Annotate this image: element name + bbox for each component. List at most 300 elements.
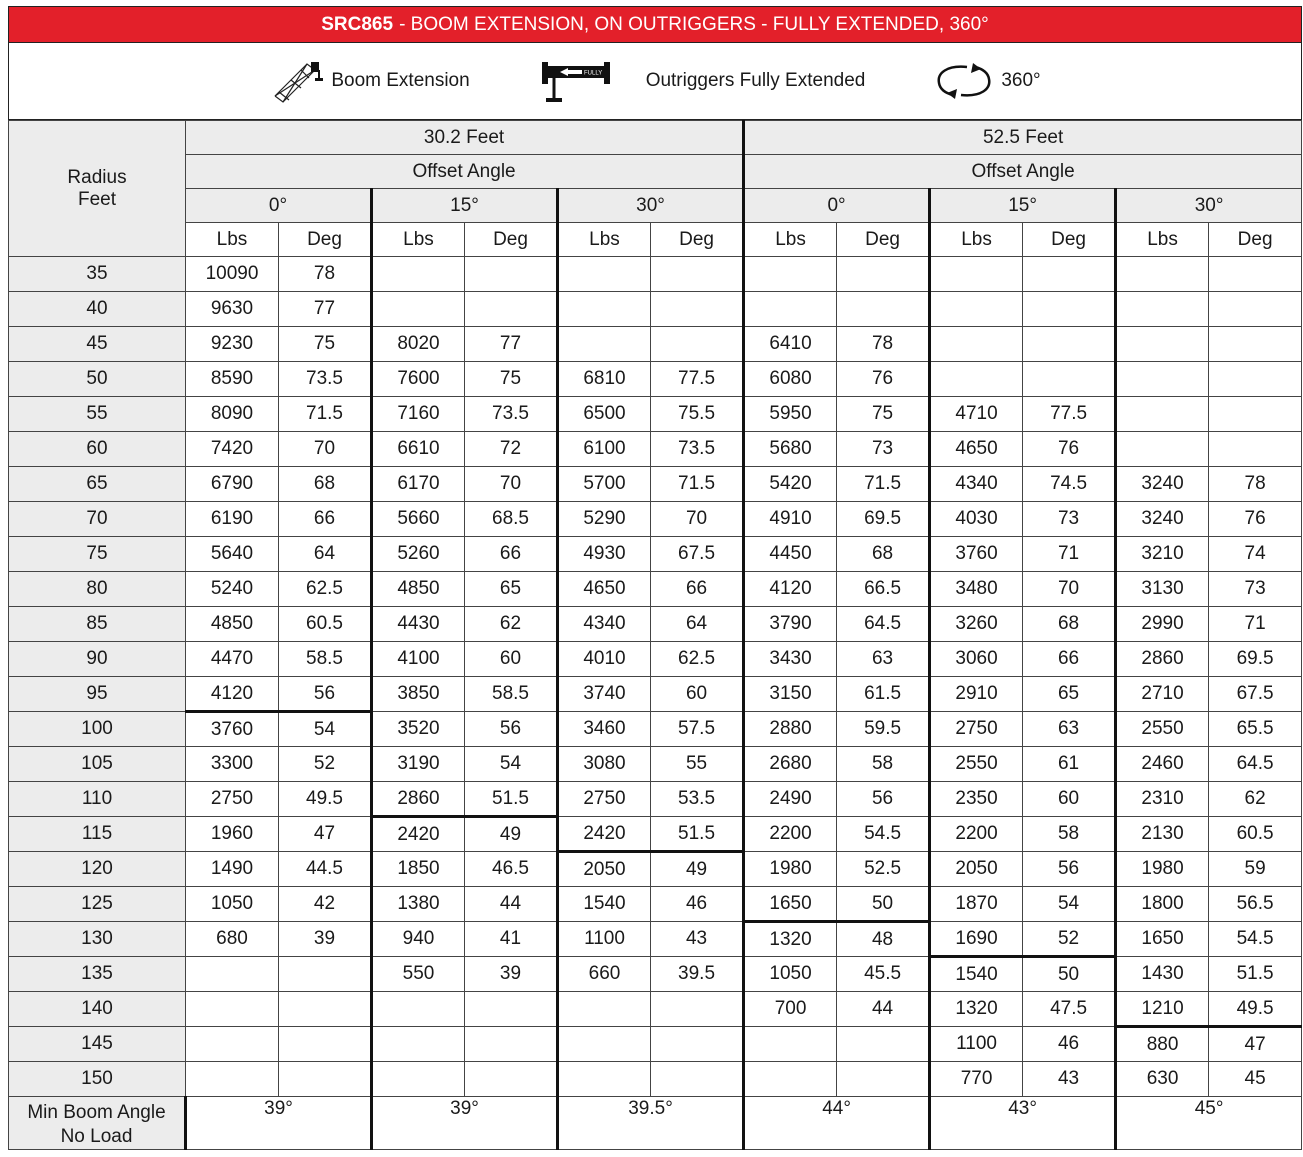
capacity-lbs-cell: 5640 [186, 537, 279, 572]
boom-angle-cell: 39 [279, 922, 372, 957]
radius-value: 130 [9, 922, 186, 957]
boom-angle-cell [1023, 257, 1116, 292]
capacity-lbs-cell: 7600 [372, 362, 465, 397]
capacity-lbs-cell: 4910 [744, 502, 837, 537]
boom-angle-cell: 66 [279, 502, 372, 537]
boom-angle-cell: 73.5 [465, 397, 558, 432]
capacity-lbs-cell: 1540 [930, 957, 1023, 992]
boom-angle-cell: 52 [1023, 922, 1116, 957]
capacity-lbs-cell: 3740 [558, 677, 651, 712]
radius-value: 145 [9, 1027, 186, 1062]
capacity-lbs-cell [1116, 292, 1209, 327]
boom-angle-cell: 76 [1023, 432, 1116, 467]
capacity-lbs-cell: 5240 [186, 572, 279, 607]
radius-value: 110 [9, 782, 186, 817]
capacity-lbs-cell: 3240 [1116, 502, 1209, 537]
capacity-lbs-cell: 2420 [558, 817, 651, 852]
capacity-lbs-cell [558, 992, 651, 1027]
deg-header: Deg [1023, 223, 1116, 257]
table-row [9, 362, 1302, 397]
boom-angle-cell [837, 1062, 930, 1097]
boom-angle-cell: 56 [837, 782, 930, 817]
radius-value: 90 [9, 642, 186, 677]
capacity-lbs-cell: 3460 [558, 712, 651, 747]
boom-angle-cell: 41 [465, 922, 558, 957]
boom-angle-cell: 43 [651, 922, 744, 957]
radius-value: 70 [9, 502, 186, 537]
boom-angle-cell: 44 [837, 992, 930, 1027]
boom-angle-cell: 78 [837, 327, 930, 362]
angle-header-row [9, 189, 1302, 223]
capacity-lbs-cell [1116, 432, 1209, 467]
capacity-lbs-cell [744, 1027, 837, 1062]
capacity-lbs-cell: 1850 [372, 852, 465, 887]
capacity-lbs-cell: 2310 [1116, 782, 1209, 817]
boom-angle-cell: 49.5 [279, 782, 372, 817]
capacity-lbs-cell: 680 [186, 922, 279, 957]
capacity-lbs-cell: 3520 [372, 712, 465, 747]
capacity-lbs-cell: 6080 [744, 362, 837, 397]
capacity-lbs-cell: 1100 [930, 1027, 1023, 1062]
legend-rotation-label: 360° [1001, 70, 1041, 91]
boom-angle-cell [1209, 292, 1302, 327]
boom-angle-cell [837, 257, 930, 292]
lbs-header: Lbs [186, 223, 279, 257]
boom-angle-cell: 77.5 [1023, 397, 1116, 432]
boom-angle-cell: 75 [837, 397, 930, 432]
boom-angle-cell: 47.5 [1023, 992, 1116, 1027]
table-row [9, 257, 1302, 292]
capacity-lbs-cell: 2550 [1116, 712, 1209, 747]
capacity-lbs-cell: 1870 [930, 887, 1023, 922]
capacity-lbs-cell [372, 257, 465, 292]
radius-value: 140 [9, 992, 186, 1027]
capacity-lbs-cell: 5700 [558, 467, 651, 502]
capacity-lbs-cell: 880 [1116, 1027, 1209, 1062]
min-boom-angle-value: 43° [930, 1097, 1116, 1150]
radius-value: 75 [9, 537, 186, 572]
lbs-header: Lbs [744, 223, 837, 257]
radius-value: 65 [9, 467, 186, 502]
legend-outriggers-label: Outriggers Fully Extended [645, 70, 866, 91]
boom-extension-icon [269, 58, 325, 104]
boom-angle-cell [279, 1027, 372, 1062]
capacity-lbs-cell: 2200 [744, 817, 837, 852]
boom-angle-cell: 71.5 [837, 467, 930, 502]
capacity-lbs-cell: 5660 [372, 502, 465, 537]
min-boom-angle-row [9, 1097, 1302, 1150]
boom-angle-cell: 74.5 [1023, 467, 1116, 502]
capacity-lbs-cell: 6810 [558, 362, 651, 397]
boom-angle-cell: 59.5 [837, 712, 930, 747]
boom-angle-cell: 73 [837, 432, 930, 467]
boom-angle-cell: 42 [279, 887, 372, 922]
capacity-lbs-cell: 3850 [372, 677, 465, 712]
capacity-lbs-cell: 7160 [372, 397, 465, 432]
min-boom-angle-label [9, 1097, 186, 1150]
radius-value: 45 [9, 327, 186, 362]
capacity-lbs-cell: 8590 [186, 362, 279, 397]
capacity-lbs-cell [1116, 327, 1209, 362]
capacity-lbs-cell: 1540 [558, 887, 651, 922]
capacity-lbs-cell [930, 327, 1023, 362]
capacity-lbs-cell: 4450 [744, 537, 837, 572]
capacity-lbs-cell: 3300 [186, 747, 279, 782]
boom-angle-cell: 63 [837, 642, 930, 677]
boom-angle-cell: 64.5 [1209, 747, 1302, 782]
boom-angle-cell: 71.5 [651, 467, 744, 502]
lbs-header: Lbs [1116, 223, 1209, 257]
capacity-lbs-cell: 4100 [372, 642, 465, 677]
fully-badge-text: FULLY [583, 70, 602, 77]
boom-angle-cell: 49 [651, 852, 744, 887]
capacity-lbs-cell: 2860 [372, 782, 465, 817]
capacity-lbs-cell: 3060 [930, 642, 1023, 677]
offset-angle-header: 30° [558, 189, 744, 223]
boom-angle-cell [651, 1027, 744, 1062]
boom-angle-cell: 69.5 [837, 502, 930, 537]
capacity-lbs-cell: 4030 [930, 502, 1023, 537]
capacity-lbs-cell: 5260 [372, 537, 465, 572]
capacity-lbs-cell: 2050 [930, 852, 1023, 887]
boom-angle-cell: 70 [279, 432, 372, 467]
radius-value: 100 [9, 712, 186, 747]
capacity-lbs-cell: 5420 [744, 467, 837, 502]
boom-angle-cell: 60 [465, 642, 558, 677]
capacity-lbs-cell: 4850 [186, 607, 279, 642]
boom-angle-cell: 52.5 [837, 852, 930, 887]
capacity-lbs-cell: 5950 [744, 397, 837, 432]
boom-angle-cell: 73.5 [279, 362, 372, 397]
capacity-lbs-cell: 1690 [930, 922, 1023, 957]
capacity-lbs-cell: 2750 [186, 782, 279, 817]
boom-angle-cell: 67.5 [1209, 677, 1302, 712]
capacity-lbs-cell: 1050 [744, 957, 837, 992]
radius-value: 80 [9, 572, 186, 607]
radius-value: 85 [9, 607, 186, 642]
capacity-lbs-cell [930, 292, 1023, 327]
boom-angle-cell [1023, 362, 1116, 397]
boom-angle-cell [279, 1062, 372, 1097]
boom-angle-cell: 46 [1023, 1027, 1116, 1062]
radius-value: 105 [9, 747, 186, 782]
capacity-lbs-cell: 4710 [930, 397, 1023, 432]
boom-angle-cell: 58 [1023, 817, 1116, 852]
capacity-lbs-cell [372, 292, 465, 327]
boom-angle-cell [1209, 327, 1302, 362]
boom-angle-cell [279, 992, 372, 1027]
capacity-lbs-cell: 1980 [744, 852, 837, 887]
boom-angle-cell: 78 [279, 257, 372, 292]
capacity-lbs-cell [186, 992, 279, 1027]
deg-header: Deg [465, 223, 558, 257]
capacity-lbs-cell: 4120 [186, 677, 279, 712]
capacity-lbs-cell: 8090 [186, 397, 279, 432]
table-row [9, 397, 1302, 432]
boom-angle-cell: 62 [465, 607, 558, 642]
capacity-lbs-cell: 6170 [372, 467, 465, 502]
boom-angle-cell: 68.5 [465, 502, 558, 537]
boom-angle-cell: 65 [1023, 677, 1116, 712]
capacity-lbs-cell: 10090 [186, 257, 279, 292]
legend-boom-extension [269, 58, 469, 104]
capacity-lbs-cell: 2130 [1116, 817, 1209, 852]
boom-angle-cell: 60.5 [279, 607, 372, 642]
boom-angle-cell: 44.5 [279, 852, 372, 887]
min-boom-angle-value: 39° [186, 1097, 372, 1150]
capacity-lbs-cell: 4470 [186, 642, 279, 677]
table-row [9, 292, 1302, 327]
capacity-lbs-cell [930, 257, 1023, 292]
capacity-lbs-cell: 3190 [372, 747, 465, 782]
boom-angle-cell: 47 [279, 817, 372, 852]
boom-angle-cell [1023, 292, 1116, 327]
boom-angle-cell: 49 [465, 817, 558, 852]
capacity-lbs-cell [558, 1027, 651, 1062]
capacity-lbs-cell: 1320 [930, 992, 1023, 1027]
capacity-lbs-cell: 3790 [744, 607, 837, 642]
boom-angle-cell [651, 1062, 744, 1097]
boom-angle-cell: 51.5 [465, 782, 558, 817]
capacity-lbs-cell [1116, 397, 1209, 432]
table-row [9, 747, 1302, 782]
boom-angle-cell: 60 [651, 677, 744, 712]
boom-angle-cell: 71 [1023, 537, 1116, 572]
boom-angle-cell: 54 [1023, 887, 1116, 922]
boom-angle-cell: 53.5 [651, 782, 744, 817]
radius-value: 135 [9, 957, 186, 992]
length-header-a: 30.2 Feet [186, 121, 744, 155]
capacity-lbs-cell: 8020 [372, 327, 465, 362]
capacity-lbs-cell: 5290 [558, 502, 651, 537]
rotation-360-icon [933, 61, 995, 101]
boom-angle-cell [1209, 257, 1302, 292]
capacity-lbs-cell: 4930 [558, 537, 651, 572]
boom-angle-cell: 66 [465, 537, 558, 572]
boom-angle-cell: 60.5 [1209, 817, 1302, 852]
boom-angle-cell: 45.5 [837, 957, 930, 992]
chart-title-bar [8, 6, 1302, 42]
boom-angle-cell: 66 [651, 572, 744, 607]
boom-angle-cell [1209, 397, 1302, 432]
capacity-lbs-cell: 940 [372, 922, 465, 957]
capacity-lbs-cell [186, 1027, 279, 1062]
boom-angle-cell [465, 257, 558, 292]
min-boom-angle-value: 39.5° [558, 1097, 744, 1150]
boom-angle-cell: 76 [1209, 502, 1302, 537]
boom-angle-cell: 73 [1209, 572, 1302, 607]
boom-angle-cell: 57.5 [651, 712, 744, 747]
length-header-b: 52.5 Feet [744, 121, 1302, 155]
boom-angle-cell: 62.5 [279, 572, 372, 607]
boom-angle-cell: 55 [651, 747, 744, 782]
capacity-lbs-cell: 6100 [558, 432, 651, 467]
boom-angle-cell: 69.5 [1209, 642, 1302, 677]
boom-angle-cell: 66 [1023, 642, 1116, 677]
boom-angle-cell: 56 [465, 712, 558, 747]
table-row [9, 327, 1302, 362]
boom-angle-cell: 59 [1209, 852, 1302, 887]
capacity-lbs-cell: 4340 [558, 607, 651, 642]
capacity-lbs-cell: 550 [372, 957, 465, 992]
boom-angle-cell: 60 [1023, 782, 1116, 817]
table-row [9, 642, 1302, 677]
table-row [9, 572, 1302, 607]
capacity-lbs-cell: 5680 [744, 432, 837, 467]
capacity-lbs-cell: 6790 [186, 467, 279, 502]
table-row [9, 922, 1302, 957]
capacity-lbs-cell: 2460 [1116, 747, 1209, 782]
boom-angle-cell: 67.5 [651, 537, 744, 572]
capacity-lbs-cell: 4010 [558, 642, 651, 677]
table-row [9, 1062, 1302, 1097]
boom-angle-cell: 75 [465, 362, 558, 397]
boom-angle-cell: 45 [1209, 1062, 1302, 1097]
boom-angle-cell: 65.5 [1209, 712, 1302, 747]
boom-angle-cell [465, 1062, 558, 1097]
min-boom-angle-value: 45° [1116, 1097, 1302, 1150]
boom-angle-cell: 58.5 [279, 642, 372, 677]
boom-angle-cell [465, 292, 558, 327]
boom-angle-cell: 54 [465, 747, 558, 782]
radius-value: 60 [9, 432, 186, 467]
min-boom-angle-line1: Min Boom Angle [27, 1102, 166, 1123]
min-boom-angle-value: 39° [372, 1097, 558, 1150]
capacity-lbs-cell: 9630 [186, 292, 279, 327]
capacity-lbs-cell: 4430 [372, 607, 465, 642]
boom-angle-cell: 76 [837, 362, 930, 397]
capacity-lbs-cell [1116, 362, 1209, 397]
boom-angle-cell: 77 [279, 292, 372, 327]
capacity-lbs-cell: 6190 [186, 502, 279, 537]
capacity-lbs-cell: 1490 [186, 852, 279, 887]
boom-angle-cell: 78 [1209, 467, 1302, 502]
table-row [9, 607, 1302, 642]
boom-angle-cell: 56 [279, 677, 372, 712]
boom-angle-cell [837, 1027, 930, 1062]
capacity-lbs-cell [372, 1062, 465, 1097]
capacity-lbs-cell: 2750 [930, 712, 1023, 747]
capacity-lbs-cell: 3240 [1116, 467, 1209, 502]
capacity-lbs-cell: 2050 [558, 852, 651, 887]
capacity-lbs-cell: 3480 [930, 572, 1023, 607]
boom-angle-cell [651, 257, 744, 292]
boom-angle-cell [1209, 432, 1302, 467]
capacity-lbs-cell: 2990 [1116, 607, 1209, 642]
boom-angle-cell: 68 [1023, 607, 1116, 642]
capacity-lbs-cell: 2200 [930, 817, 1023, 852]
boom-angle-cell: 46 [651, 887, 744, 922]
boom-angle-cell: 77 [465, 327, 558, 362]
legend-bar [8, 42, 1302, 120]
lbs-header: Lbs [558, 223, 651, 257]
table-row [9, 782, 1302, 817]
capacity-lbs-cell: 7420 [186, 432, 279, 467]
capacity-lbs-cell: 3130 [1116, 572, 1209, 607]
capacity-lbs-cell: 700 [744, 992, 837, 1027]
offset-angle-header: 30° [1116, 189, 1302, 223]
capacity-lbs-cell: 660 [558, 957, 651, 992]
boom-angle-cell: 64 [279, 537, 372, 572]
capacity-lbs-cell [558, 292, 651, 327]
table-row [9, 712, 1302, 747]
boom-angle-cell: 65 [465, 572, 558, 607]
table-row [9, 432, 1302, 467]
capacity-lbs-cell: 2750 [558, 782, 651, 817]
boom-angle-cell: 56.5 [1209, 887, 1302, 922]
capacity-lbs-cell: 6500 [558, 397, 651, 432]
capacity-lbs-cell [558, 327, 651, 362]
capacity-lbs-cell [744, 1062, 837, 1097]
boom-angle-cell: 71.5 [279, 397, 372, 432]
capacity-lbs-cell [558, 257, 651, 292]
capacity-lbs-cell: 1980 [1116, 852, 1209, 887]
boom-angle-cell: 61 [1023, 747, 1116, 782]
radius-header-line2: Feet [77, 188, 117, 210]
chart-title-text: - BOOM EXTENSION, ON OUTRIGGERS - FULLY EXTENDED, 360° [399, 13, 989, 35]
capacity-lbs-cell: 9230 [186, 327, 279, 362]
capacity-lbs-cell: 1380 [372, 887, 465, 922]
capacity-lbs-cell: 1320 [744, 922, 837, 957]
boom-angle-cell: 49.5 [1209, 992, 1302, 1027]
capacity-lbs-cell [558, 1062, 651, 1097]
capacity-lbs-cell: 4650 [558, 572, 651, 607]
capacity-lbs-cell: 6610 [372, 432, 465, 467]
capacity-lbs-cell: 3430 [744, 642, 837, 677]
capacity-lbs-cell: 4340 [930, 467, 1023, 502]
offset-angle-header: 0° [186, 189, 372, 223]
boom-angle-cell: 73 [1023, 502, 1116, 537]
deg-header: Deg [837, 223, 930, 257]
boom-angle-cell: 66.5 [837, 572, 930, 607]
boom-angle-cell [651, 992, 744, 1027]
capacity-lbs-cell: 1650 [1116, 922, 1209, 957]
boom-angle-cell: 64 [651, 607, 744, 642]
radius-value: 50 [9, 362, 186, 397]
boom-angle-cell: 62.5 [651, 642, 744, 677]
model-name: SRC865 [321, 13, 394, 35]
table-row [9, 1027, 1302, 1062]
radius-header-line1: Radius [67, 166, 127, 188]
boom-angle-cell: 77.5 [651, 362, 744, 397]
radius-value: 120 [9, 852, 186, 887]
capacity-lbs-cell: 6410 [744, 327, 837, 362]
boom-angle-cell: 52 [279, 747, 372, 782]
capacity-lbs-cell: 2350 [930, 782, 1023, 817]
capacity-lbs-cell: 1210 [1116, 992, 1209, 1027]
table-row [9, 817, 1302, 852]
boom-angle-cell: 58 [837, 747, 930, 782]
table-row [9, 957, 1302, 992]
boom-angle-cell: 39.5 [651, 957, 744, 992]
min-boom-angle-line2: No Load [60, 1126, 133, 1147]
lbs-header: Lbs [930, 223, 1023, 257]
boom-angle-cell: 56 [1023, 852, 1116, 887]
capacity-lbs-cell: 1650 [744, 887, 837, 922]
capacity-lbs-cell: 1430 [1116, 957, 1209, 992]
boom-angle-cell: 70 [651, 502, 744, 537]
lbs-header: Lbs [372, 223, 465, 257]
legend-outriggers [538, 56, 866, 106]
boom-angle-cell [837, 292, 930, 327]
radius-value: 35 [9, 257, 186, 292]
boom-angle-cell: 72 [465, 432, 558, 467]
boom-angle-cell [465, 1027, 558, 1062]
capacity-lbs-cell: 2860 [1116, 642, 1209, 677]
capacity-lbs-cell: 3150 [744, 677, 837, 712]
chart-body [9, 257, 1302, 1150]
boom-angle-cell: 73.5 [651, 432, 744, 467]
